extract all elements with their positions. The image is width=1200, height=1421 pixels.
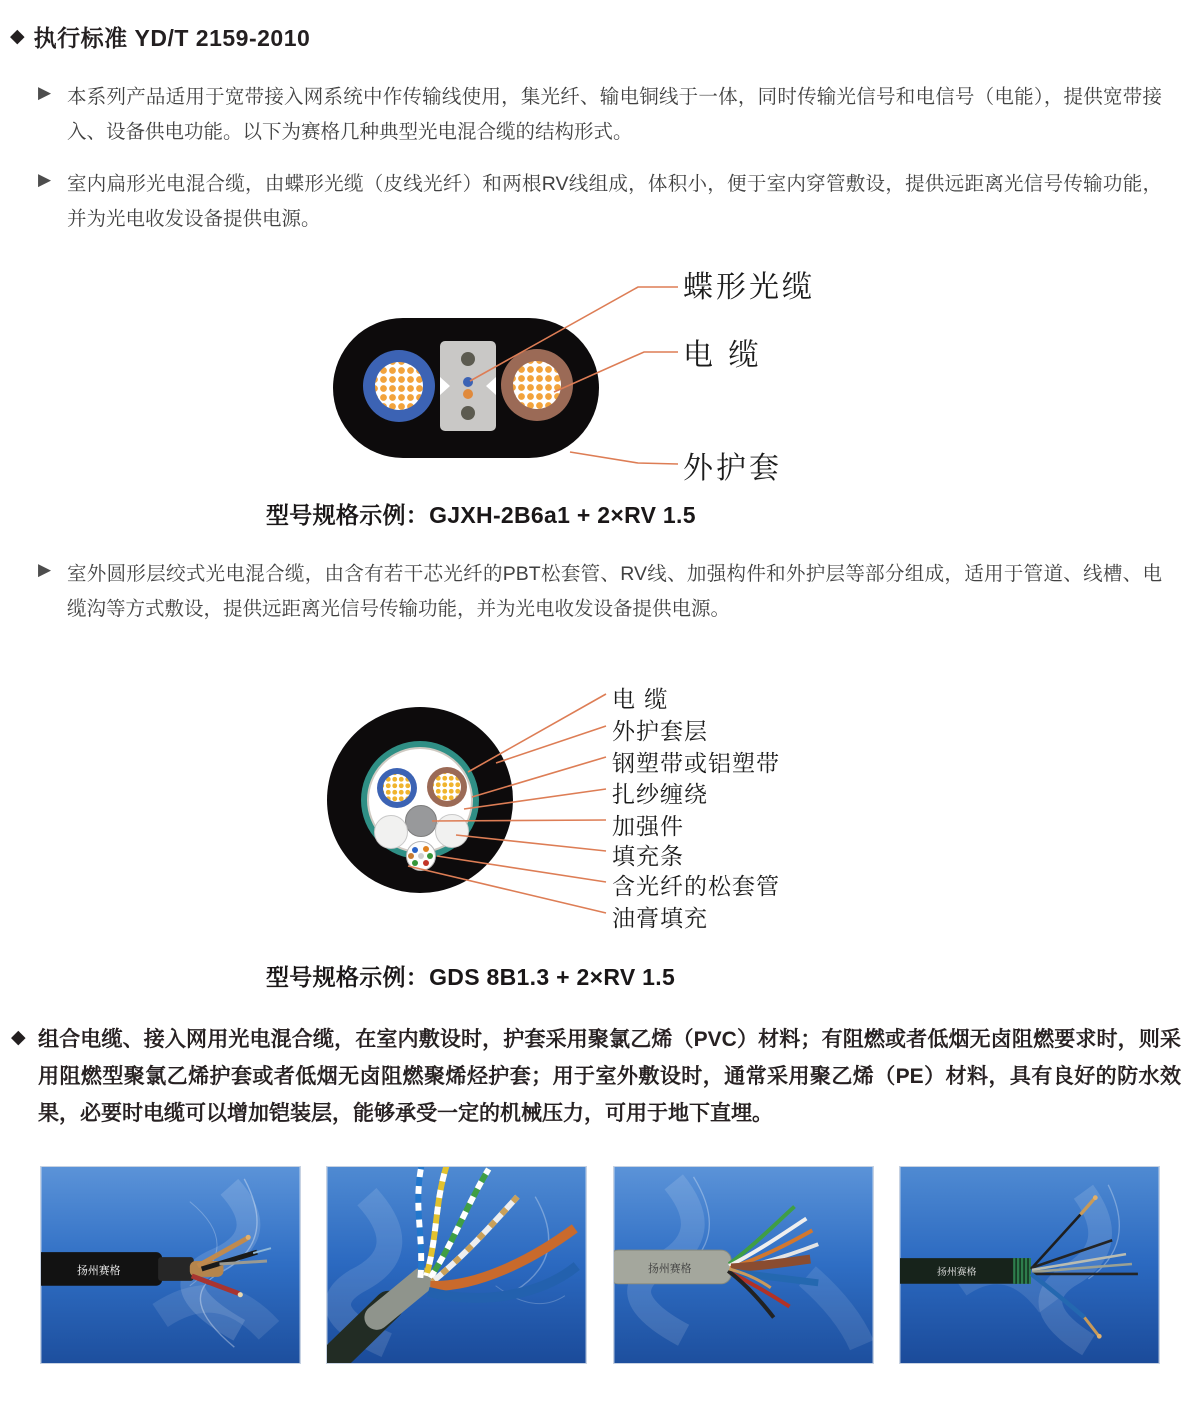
label-round-filler: 填充条 (612, 844, 684, 870)
strength-wire-bottom (461, 406, 475, 420)
label-round-loosetube: 含光纤的松套管 (612, 874, 780, 900)
section-header (10, 20, 310, 53)
fiber-dot-red (423, 860, 429, 866)
label-round-yarn: 扎纱缠绕 (612, 782, 708, 808)
triangle-bullet-icon: ▶ (38, 83, 52, 102)
optical-fiber-dot (463, 377, 473, 387)
flat-model-spec (266, 497, 696, 530)
intro-text: 本系列产品适用于宽带接入网系统中作传输线使用，集光纤、输电铜线于一体，同时传输光信号和电信号（电能），提供宽带接入、设备供电功能。以下为赛格几种典型光电混合缆的结构形式。 (67, 86, 1162, 143)
brand-label: 扬州赛格 (648, 1262, 692, 1275)
outdoor-round-text: 室外圆形层绞式光电混合缆，由含有若干芯光纤的PBT松套管、RV线、加强构件和外护层等部分组成，适用于管道、线槽、电缆沟等方式敷设，提供远距离光信号传输功能，并为光电收发设备提供电源。 (67, 563, 1162, 620)
round-model-spec (266, 959, 675, 992)
leader-outer-sheath (570, 452, 678, 464)
fiber-dot-blue (412, 847, 418, 853)
label-round-gel: 油膏填充 (612, 906, 708, 932)
sheath-notch (440, 377, 450, 395)
diamond-bullet-icon: ◆ (10, 26, 25, 47)
material-note-text: 组合电缆、接入网用光电混合缆，在室内敷设时，护套采用聚氯乙烯（PVC）材料；有阻燃或者低烟无卤阻燃要求时，则采用阻燃型聚氯乙烯护套或者低烟无卤阻燃聚烯烃护套；用于室外敷设时，通常采用聚乙烯（PE）材料，具有良好的防水效果，必要时电缆可以增加铠装层，能够承受一定的机械压力，可用于地下直埋。 (38, 1028, 1181, 1125)
product-photo-twisted-pairs (326, 1166, 587, 1364)
standard-title: 执行标准 YD/T 2159-2010 (33, 25, 311, 51)
product-photo-armored-green (899, 1166, 1160, 1364)
fiber-dot-center (418, 853, 424, 859)
indoor-flat-paragraph (38, 167, 1164, 237)
label-round-cable: 电 缆 (612, 687, 669, 713)
outdoor-round-paragraph (38, 557, 1164, 627)
triangle-bullet-icon: ▶ (38, 170, 52, 189)
material-note-paragraph (11, 1021, 1181, 1132)
label-outer-sheath: 外护套 (683, 451, 782, 486)
diamond-bullet-icon: ◆ (11, 1027, 26, 1048)
product-photo-multicore-gray (613, 1166, 874, 1364)
round-fiber-bundle (383, 774, 411, 802)
model-spec-value: GDS 8B1.3 + 2×RV 1.5 (429, 964, 676, 990)
label-round-tape: 钢塑带或铝塑带 (612, 751, 780, 777)
round-copper-bundle (433, 773, 461, 801)
product-photo-black-cable (40, 1166, 301, 1364)
leader-round-sheath (496, 726, 606, 763)
label-butterfly-cable: 蝶形光缆 (683, 270, 815, 305)
fiber-dot-orange (423, 846, 429, 852)
sheath-notch (486, 377, 496, 395)
fiber-dot-orange2 (408, 853, 414, 859)
strength-wire-top (461, 352, 475, 366)
model-spec-label: 型号规格示例： (266, 964, 430, 990)
indoor-flat-text: 室内扁形光电混合缆，由蝶形光缆（皮线光纤）和两根RV线组成，体积小，便于室内穿管敷设，提供远距离光信号传输功能，并为光电收发设备提供电源。 (67, 173, 1162, 230)
filler-rod-left (374, 815, 408, 849)
model-spec-value: GJXH-2B6a1 + 2×RV 1.5 (429, 502, 696, 528)
label-electric-cable: 电 缆 (683, 338, 762, 373)
strength-member (405, 805, 437, 837)
fiber-dot-green2 (412, 860, 418, 866)
fiber-strand-bundle (375, 362, 423, 410)
filler-rod-right (435, 814, 469, 848)
intro-paragraph (38, 80, 1164, 150)
brand-label: 扬州赛格 (76, 1264, 121, 1277)
label-round-strength: 加强件 (612, 814, 684, 840)
fiber-dot-green (427, 853, 433, 859)
triangle-bullet-icon: ▶ (38, 560, 52, 579)
brand-label: 扬州赛格 (936, 1266, 977, 1278)
optical-fiber-dot2 (463, 389, 473, 399)
label-round-sheath: 外护套层 (612, 719, 708, 745)
copper-strand-bundle (513, 361, 561, 409)
model-spec-label: 型号规格示例： (266, 502, 430, 528)
